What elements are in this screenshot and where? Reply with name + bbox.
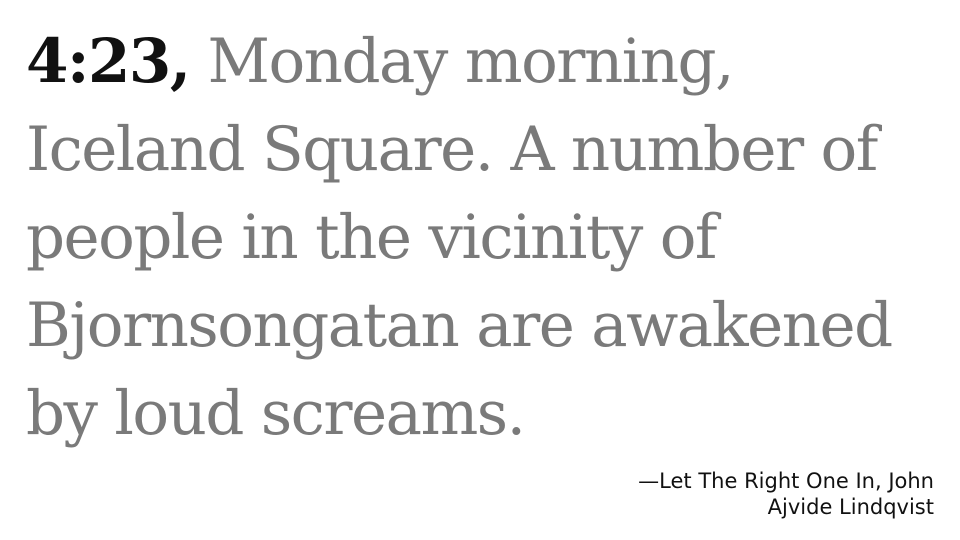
attribution: —Let The Right One In, John Ajvide Lindqvist: [638, 469, 934, 519]
quote-time: 4:23,: [26, 26, 190, 97]
quote-body: Monday morning, Iceland Square. A number of people in the vicinity of Bjornsongatan are awakened by loud screams.: [26, 26, 892, 449]
quote-text: [26, 18, 946, 458]
